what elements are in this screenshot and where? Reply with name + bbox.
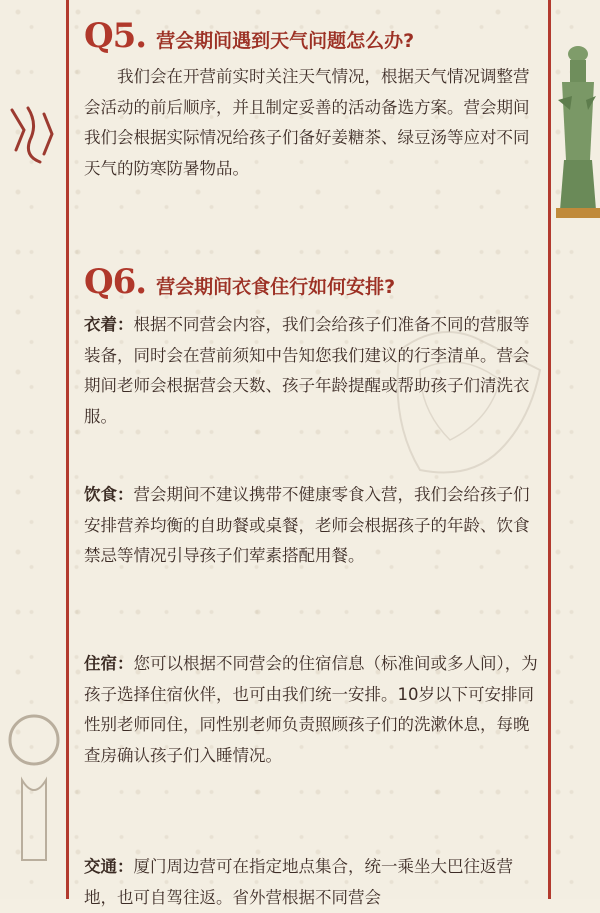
ancient-script-decoration: [4, 100, 60, 170]
q6-section: [84, 262, 540, 302]
q5-section: [84, 16, 540, 184]
food-paragraph: [84, 480, 540, 572]
q5-heading: [84, 16, 540, 56]
transport-text: 厦门周边营可在指定地点集合，统一乘坐大巴往返营地，也可自驾往返。省外营根据不同营会: [84, 857, 513, 907]
clothing-label: 衣着：: [84, 315, 134, 334]
right-border-line: [548, 0, 551, 899]
q6-number: Q6.: [84, 262, 147, 302]
lodging-text: 您可以根据不同营会的住宿信息（标准间或多人间），为孩子选择住宿伙伴，也可由我们统一安排。10岁以下可安排同性别老师同住，同性别老师负责照顾孩子们的洗漱休息，每晚查房确认孩子们入睡情况。: [84, 654, 538, 765]
q5-number: Q5.: [84, 16, 147, 56]
q6-heading: [84, 262, 540, 302]
left-border-line: [66, 0, 69, 899]
seal-decoration: [2, 700, 66, 870]
transport-paragraph: [84, 852, 540, 913]
food-text: 营会期间不建议携带不健康零食入营，我们会给孩子们安排营养均衡的自助餐或桌餐，老师会根据孩子的年龄、饮食禁忌等情况引导孩子们荤素搭配用餐。: [84, 485, 530, 565]
bronze-statue-decoration: [548, 40, 600, 220]
lodging-paragraph: [84, 649, 540, 771]
clothing-text: 根据不同营会内容，我们会给孩子们准备不同的营服等装备，同时会在营前须知中告知您我们建议的行李清单。营会期间老师会根据营会天数、孩子年龄提醒或帮助孩子们清洗衣服。: [84, 315, 530, 426]
clothing-paragraph: [84, 310, 540, 432]
transport-label: 交通：: [84, 857, 134, 876]
lodging-label: 住宿：: [84, 654, 134, 673]
q5-title: 营会期间遇到天气问题怎么办?: [156, 30, 415, 52]
q6-title: 营会期间衣食住行如何安排?: [156, 276, 396, 298]
q5-answer: 我们会在开营前实时关注天气情况，根据天气情况调整营会活动的前后顺序，并且制定妥善的活动备选方案。营会期间我们会根据实际情况给孩子们备好姜糖茶、绿豆汤等应对不同天气的防寒防暑物品。: [84, 67, 530, 178]
food-label: 饮食：: [84, 485, 134, 504]
